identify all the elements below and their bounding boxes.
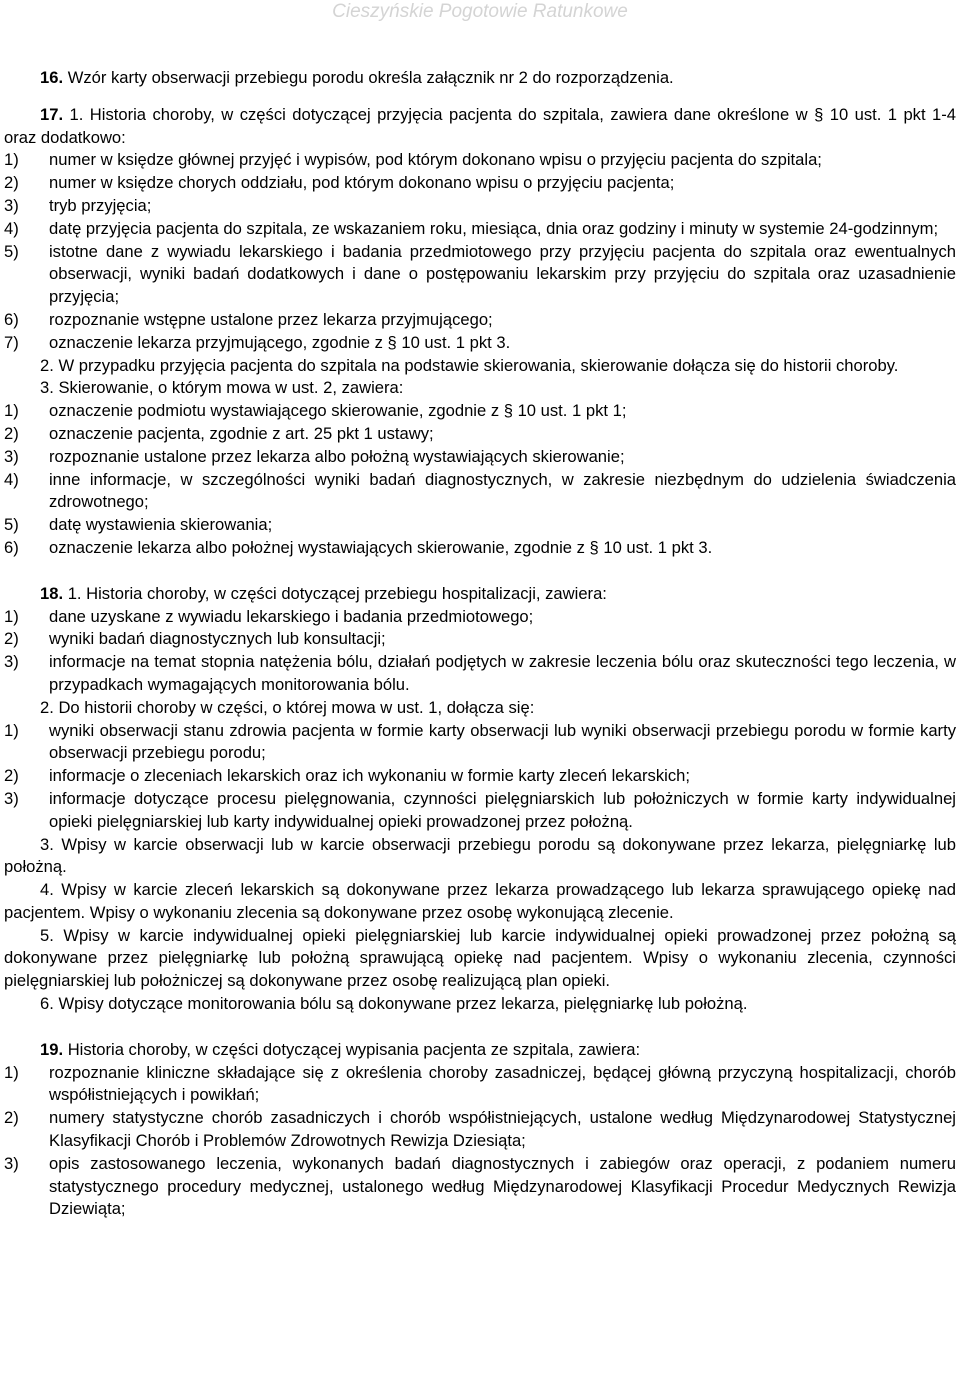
- list-item: 2) wyniki badań diagnostycznych lub konsultacji;: [4, 629, 386, 649]
- section-18-para-2: 2. Do historii choroby w części, o której mowa w ust. 1, dołącza się:: [40, 697, 535, 717]
- list-item: 1) dane uzyskane z wywiadu lekarskiego i badania przedmiotowego;: [4, 606, 534, 626]
- document-body: [4, 67, 956, 1221]
- section-17-para-3: 3. Skierowanie, o którym mowa w ust. 2, zawiera:: [40, 378, 404, 398]
- list-item: 7) oznaczenie lekarza przyjmującego, zgodnie z § 10 ust. 1 pkt 3.: [4, 332, 511, 352]
- section-19-para-1: [4, 1039, 956, 1062]
- list-item: 5) datę wystawienia skierowania;: [4, 515, 273, 535]
- list-item: 4) inne informacje, w szczególności wyniki badań diagnostycznych, w zakresie niezbędnym do udzielenia świadczenia zdrowotnego;: [4, 469, 956, 512]
- list-item: 1) rozpoznanie kliniczne składające się z określenia choroby zasadniczej, będącej główną przyczyną hospitalizacji, chorób współistniejących i powikłań;: [4, 1062, 956, 1105]
- section-18-para-3: 3. Wpisy w karcie obserwacji lub w karcie obserwacji przebiegu porodu są dokonywane przez lekarza, pielęgniarkę lub położną.: [4, 834, 956, 877]
- section-16-number: 16.: [40, 68, 64, 87]
- section-18-para-1: [4, 583, 956, 606]
- section-18-para-5: 5. Wpisy w karcie indywidualnej opieki pielęgniarskiej lub karcie indywidualnej opieki prowadzonej przez położną są dokonywane przez pielęgniarkę lub położną sprawującą opiekę nad pacjentem. Wpisy o wykonaniu zlecenia, czynności pielęgniarskiej lub położniczej są dokonywane przez osobę realizującą plan opieki.: [4, 925, 956, 991]
- list-item: 3) informacje dotyczące procesu pielęgnowania, czynności pielęgniarskich lub położniczych w formie karty indywidualnej opieki pielęgniarskiej lub karty indywidualnej opieki prowadzonej przez położną.: [4, 788, 956, 831]
- list-item: 2) informacje o zleceniach lekarskich oraz ich wykonaniu w formie karty zleceń lekarskich;: [4, 766, 690, 786]
- list-item: 3) opis zastosowanego leczenia, wykonanych badań diagnostycznych i zabiegów oraz operacji, z podaniem numeru statystycznego procedury medycznej, ustalonego według Międzynarodowej Klasyfikacji Procedur Medycznych Rewizja Dziewiąta;: [4, 1153, 956, 1219]
- list-item: 1) numer w księdze głównej przyjęć i wypisów, pod którym dokonano wpisu o przyjęciu pacjenta do szpitala;: [4, 150, 822, 170]
- list-item: 3) rozpoznanie ustalone przez lekarza albo położną wystawiających skierowanie;: [4, 446, 625, 466]
- section-19-number: 19.: [40, 1039, 64, 1059]
- section-18-para-1-text: 1. Historia choroby, w części dotyczącej przebiegu hospitalizacji, zawiera:: [63, 583, 607, 603]
- list-item: 2) numer w księdze chorych oddziału, pod którym dokonano wpisu o przyjęciu pacjenta;: [4, 173, 675, 193]
- list-item: 3) tryb przyjęcia;: [4, 195, 152, 215]
- page-header: Cieszyńskie Pogotowie Ratunkowe: [332, 1, 628, 22]
- list-item: 2) numery statystyczne chorób zasadniczych i chorób współistniejących, ustalone według Międzynarodowej Statystycznej Klasyfikacji Chorób i Problemów Zdrowotnych Rewizja Dziesiąta;: [4, 1108, 956, 1151]
- list-item: 1) oznaczenie podmiotu wystawiającego skierowanie, zgodnie z § 10 ust. 1 pkt 1;: [4, 401, 627, 421]
- section-16: [4, 67, 956, 90]
- list-item: 1) wyniki obserwacji stanu zdrowia pacjenta w formie karty obserwacji lub wyniki obserwacji przebiegu porodu w formie karty obserwacji przebiegu porodu;: [4, 720, 956, 763]
- list-item: 4) datę przyjęcia pacjenta do szpitala, ze wskazaniem roku, miesiąca, dnia oraz godziny i minuty w systemie 24-godzinnym;: [4, 218, 939, 238]
- section-19-para-1-text: Historia choroby, w części dotyczącej wypisania pacjenta ze szpitala, zawiera:: [63, 1039, 641, 1059]
- section-17-number: 17.: [40, 104, 64, 124]
- list-item: 2) oznaczenie pacjenta, zgodnie z art. 25 pkt 1 ustawy;: [4, 423, 434, 443]
- section-17-para-1: [4, 104, 956, 150]
- section-18-para-4: 4. Wpisy w karcie zleceń lekarskich są dokonywane przez lekarza prowadzącego lub lekarza sprawującego opiekę nad pacjentem. Wpisy o wykonaniu zlecenia są dokonywane przez osobę wykonującą zlecenie.: [4, 880, 956, 922]
- section-16-text: Wzór karty obserwacji przebiegu porodu określa załącznik nr 2 do rozporządzenia.: [63, 68, 674, 87]
- section-17-para-1-text: 1. Historia choroby, w części dotyczącej przyjęcia pacjenta do szpitala, zawiera dane określone w § 10 ust. 1 pkt 1-4 oraz dodatkowo:: [4, 104, 956, 147]
- list-item: 5) istotne dane z wywiadu lekarskiego i badania przedmiotowego przy przyjęciu pacjenta do szpitala oraz ewentualnych obserwacji, wyniki badań dodatkowych i dane o postępowaniu lekarskim przy przyjęciu do szpitala oraz uzasadnienie przyjęcia;: [4, 241, 956, 307]
- list-item: 6) rozpoznanie wstępne ustalone przez lekarza przyjmującego;: [4, 309, 493, 329]
- section-18-number: 18.: [40, 583, 64, 603]
- section-17-para-2: 2. W przypadku przyjęcia pacjenta do szpitala na podstawie skierowania, skierowanie dołącza się do historii choroby.: [40, 355, 899, 375]
- list-item: 6) oznaczenie lekarza albo położnej wystawiających skierowanie, zgodnie z § 10 ust. 1 pkt 3.: [4, 537, 713, 557]
- section-18-para-6: 6. Wpisy dotyczące monitorowania bólu są dokonywane przez lekarza, pielęgniarkę lub położną.: [40, 994, 748, 1014]
- list-item: 3) informacje na temat stopnia natężenia bólu, działań podjętych w zakresie leczenia bólu oraz skuteczności tego leczenia, w przypadkach wymagających monitorowania bólu.: [4, 652, 956, 694]
